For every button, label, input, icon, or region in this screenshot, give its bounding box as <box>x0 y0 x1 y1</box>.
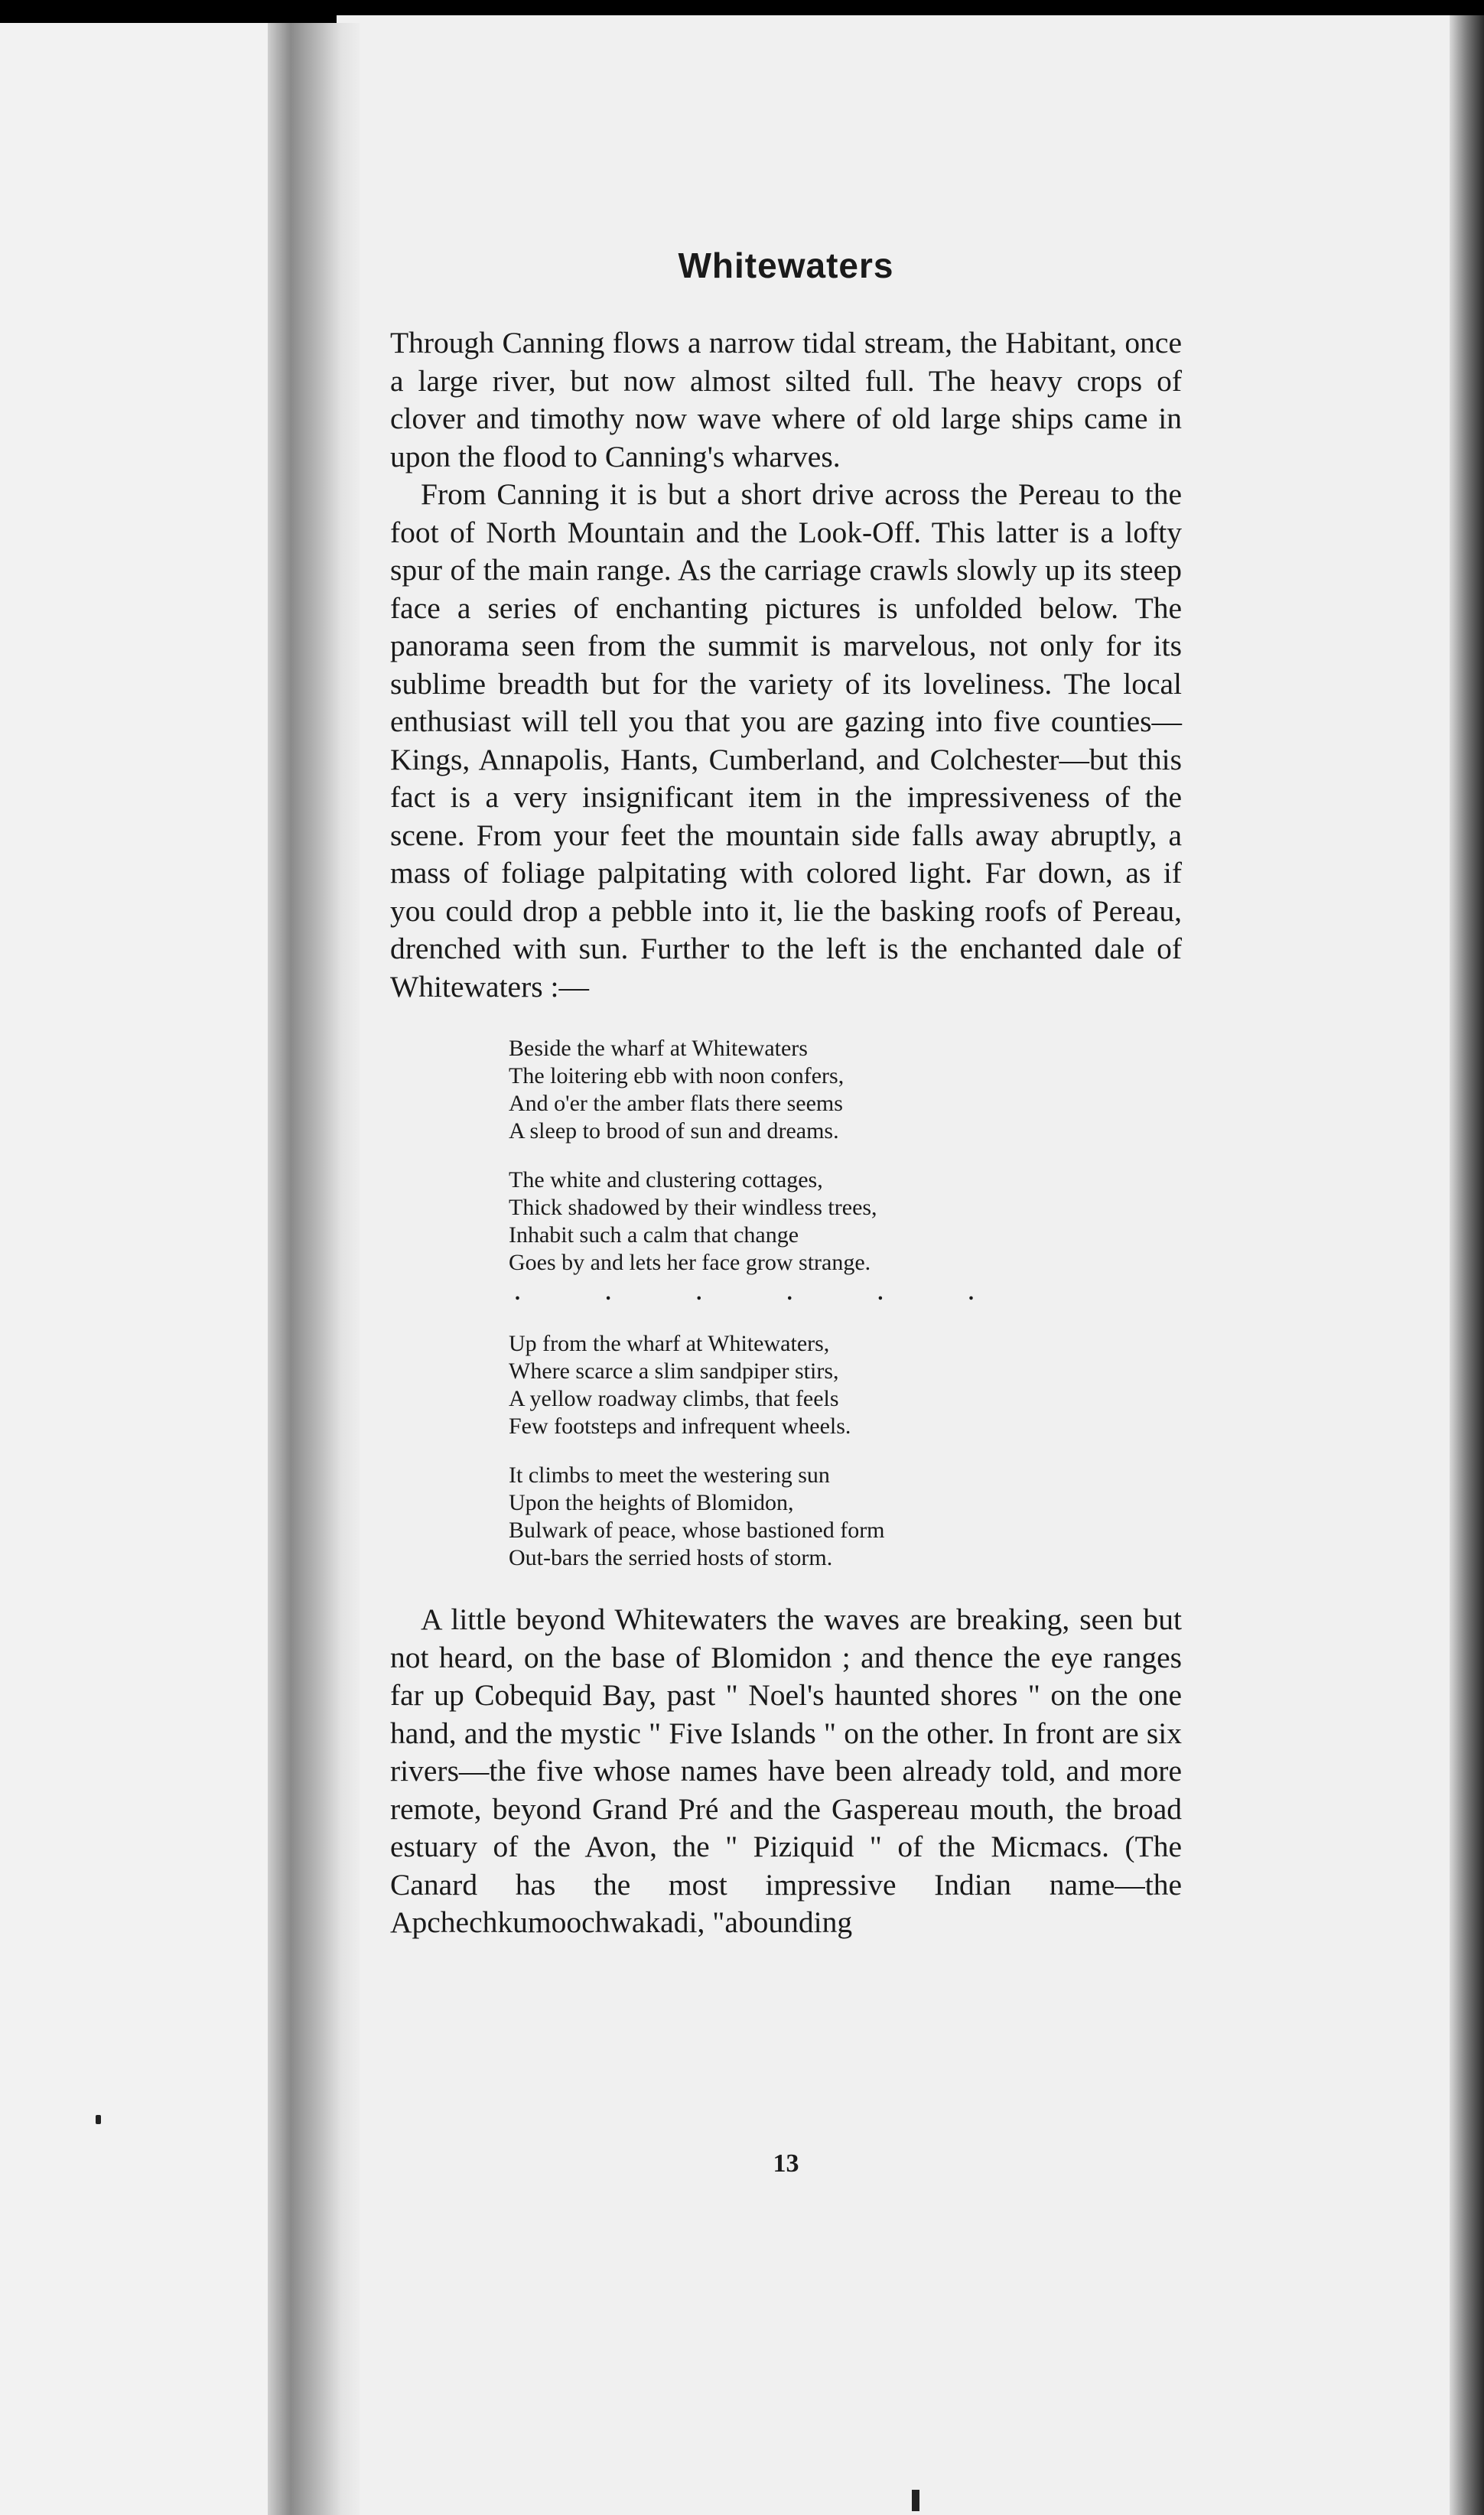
ellipsis-dot: . <box>605 1281 611 1305</box>
poem-line: Upon the heights of Blomidon, <box>509 1490 794 1515</box>
poem-line: A yellow roadway climbs, that feels <box>509 1386 839 1411</box>
poem-line: Few footsteps and infrequent wheels. <box>509 1414 851 1439</box>
scan-speck <box>96 2115 101 2124</box>
poem-line: Where scarce a slim sandpiper stirs, <box>509 1358 839 1384</box>
poem-line: Up from the wharf at Whitewaters, <box>509 1331 830 1356</box>
poem-stanza-4 <box>509 1462 1182 1572</box>
scan-speck-bottom <box>912 2490 919 2511</box>
poem-line: Inhabit such a calm that change <box>509 1222 799 1248</box>
poem-stanza-3 <box>509 1330 1182 1440</box>
page-edge-shadow <box>1450 15 1484 2515</box>
page-title: Whitewaters <box>678 246 894 285</box>
poem-ellipsis <box>515 1281 974 1305</box>
paragraph-1: Through Canning flows a narrow tidal stream, the Habitant, once a large river, but now almost silted full. The heavy crops of clover and timothy now wave where of old large ships came in upon the flood to Canning's wharves. <box>390 326 1182 473</box>
poem-stanza-2 <box>509 1166 1182 1277</box>
poem-stanza-1 <box>509 1035 1182 1145</box>
opening-paragraphs <box>390 324 1182 1006</box>
poem-line: Thick shadowed by their windless trees, <box>509 1195 877 1220</box>
ellipsis-dot: . <box>786 1281 792 1305</box>
left-page-blank <box>0 23 272 2515</box>
closing-paragraph-block <box>390 1601 1182 1942</box>
page-text-block <box>390 229 1182 2178</box>
ellipsis-dot: . <box>515 1281 520 1305</box>
page-number: 13 <box>773 2149 799 2178</box>
poem-line: The loitering ebb with noon confers, <box>509 1063 845 1088</box>
ellipsis-dot: . <box>696 1281 702 1305</box>
paragraph-3: A little beyond Whitewaters the waves are breaking, seen but not heard, on the base of Blomidon ; and thence the eye ranges far up Cobequid Bay, past " Noel's haunted shores " on the one hand, and the mystic " Five Islands " on the other. In front are six rivers—the five whose names have been already told, and more remote, beyond Grand Pré and the Gaspereau mouth, the broad estuary of the Avon, the " Piziquid " of the Micmacs. (The Canard has the most impressive Indian name—the Apchechkumoochwakadi, "abounding <box>390 1602 1182 1939</box>
poem-block <box>509 1035 1182 1572</box>
poem-line: A sleep to brood of sun and dreams. <box>509 1118 839 1144</box>
poem-line: Out-bars the serried hosts of storm. <box>509 1545 833 1570</box>
poem-line: Bulwark of peace, whose bastioned form <box>509 1518 885 1543</box>
poem-line: The white and clustering cottages, <box>509 1167 823 1192</box>
poem-line: Goes by and lets her face grow strange. <box>509 1250 871 1275</box>
scan-top-border <box>0 0 1484 17</box>
poem-line: It climbs to meet the westering sun <box>509 1462 830 1488</box>
paragraph-2: From Canning it is but a short drive across the Pereau to the foot of North Mountain and the Look-Off. This latter is a lofty spur of the main range. As the carriage crawls slowly up its steep face a series of enchanting pictures is unfolded below. The panorama seen from the summit is marvelous, not only for its sublime breadth but for the variety of its loveliness. The local enthusiast will tell you that you are gazing into five counties—Kings, Annapolis, Hants, Cumberland, and Colchester—but this fact is a very insignificant item in the impressiveness of the scene. From your feet the mountain side falls away abruptly, a mass of foliage palpitating with colored light. Far down, as if you could drop a pebble into it, lie the basking roofs of Pereau, drenched with sun. Further to the left is the enchanted dale of Whitewaters :— <box>390 477 1182 1004</box>
ellipsis-dot: . <box>877 1281 884 1305</box>
ellipsis-dot: . <box>968 1281 974 1305</box>
poem-line: And o'er the amber flats there seems <box>509 1091 843 1116</box>
book-gutter-shadow <box>268 23 360 2515</box>
poem-line: Beside the wharf at Whitewaters <box>509 1036 808 1061</box>
